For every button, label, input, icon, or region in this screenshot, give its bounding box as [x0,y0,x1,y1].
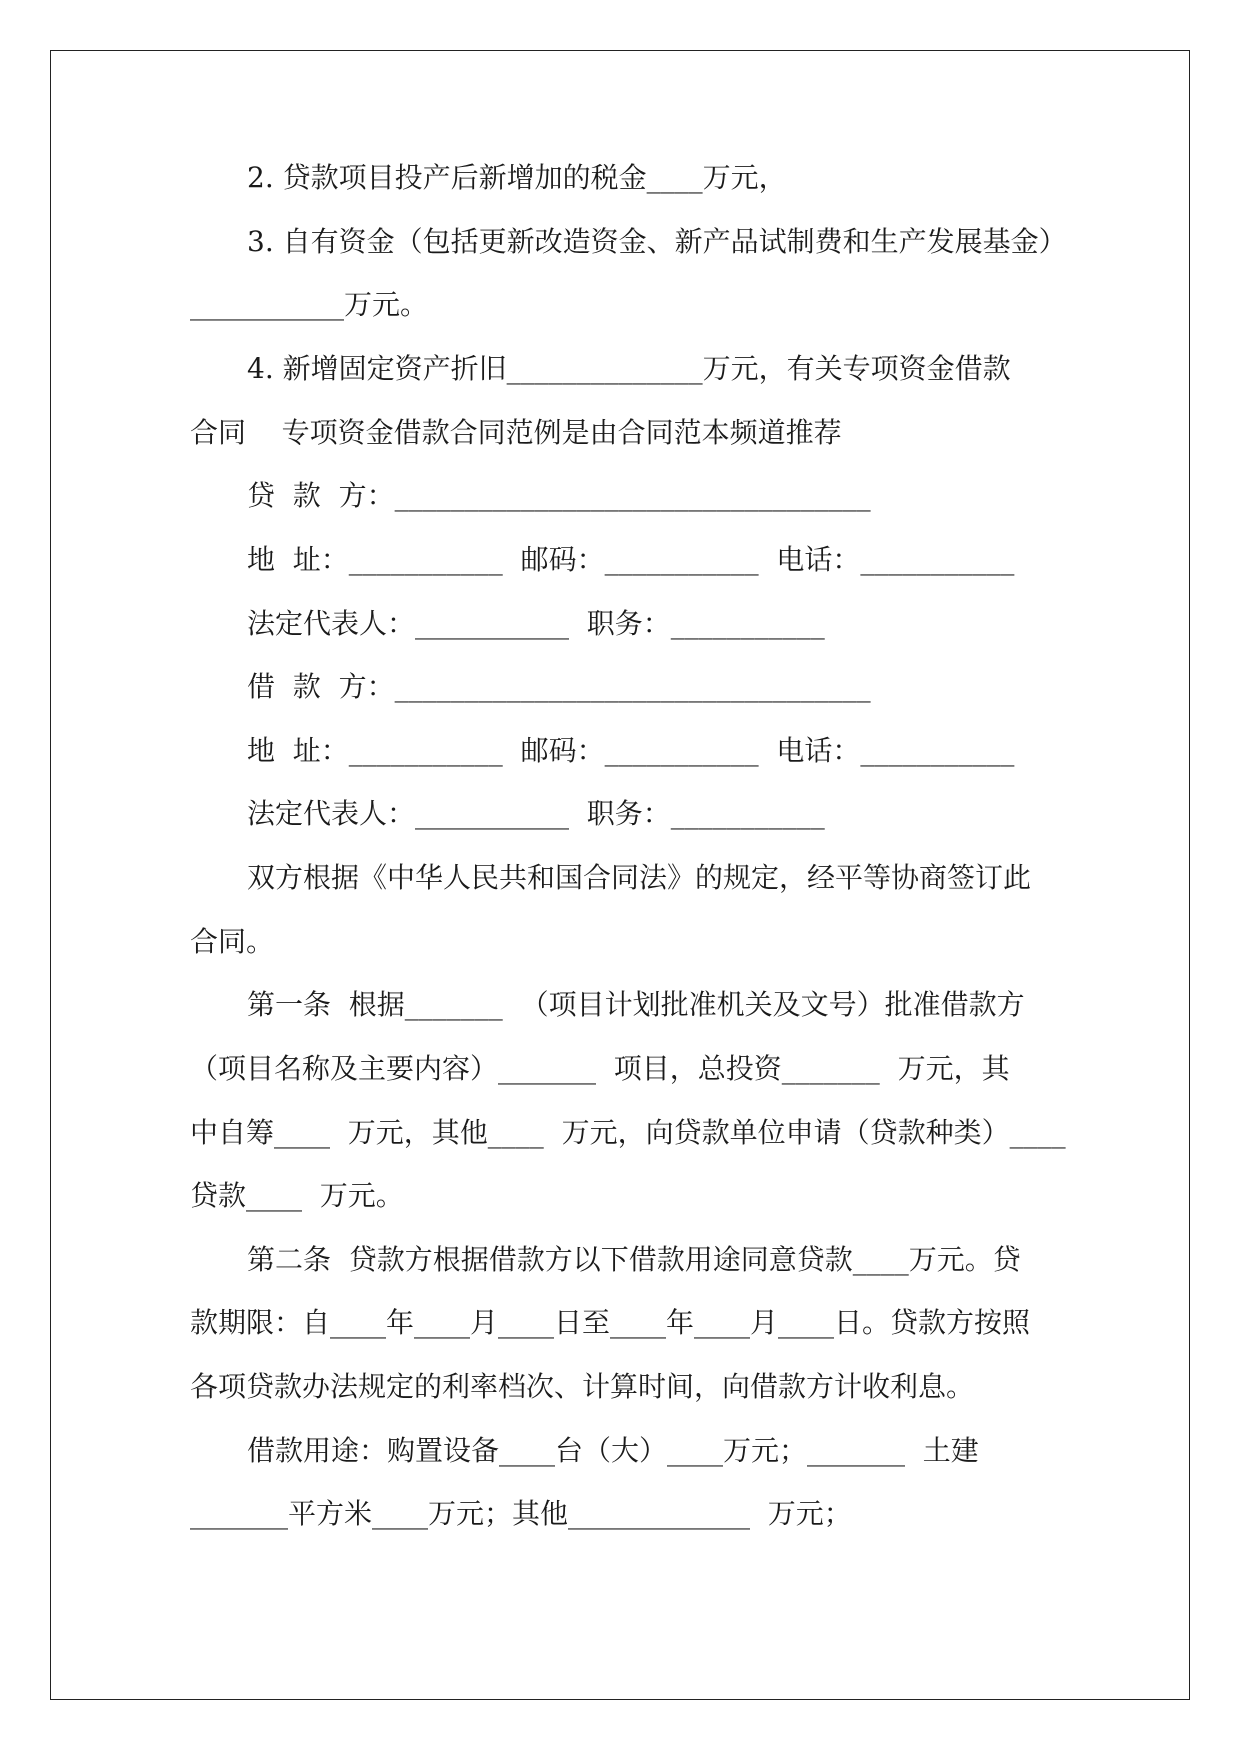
text-line: 3. 自有资金（包括更新改造资金、新产品试制费和生产发展基金） [247,225,1067,258]
borrower-representative-line: 法定代表人：___________ 职务：___________ [247,797,825,830]
borrower-address-line: 地 址：___________ 邮码：___________ 电话：___________ [247,734,1015,767]
lender-address-line: 地 址：___________ 邮码：___________ 电话：___________ [247,543,1015,576]
text-line: 双方根据《中华人民共和国合同法》的规定，经平等协商签订此 [247,861,1032,894]
lender-representative-line: 法定代表人：___________ 职务：___________ [247,607,825,640]
text-line: ___________万元。 [190,288,429,321]
borrower-name-line: 借 款 方：__________________________________ [247,670,871,703]
lender-name-line: 贷 款 方：__________________________________ [247,479,871,512]
text-line: 中自筹____ 万元，其他____ 万元，向贷款单位申请（贷款种类）____ [190,1116,1066,1149]
text-line: _______平方米____万元；其他_____________ 万元； [190,1497,852,1530]
text-line: 2. 贷款项目投产后新增加的税金____万元， [247,161,787,194]
text-line: （项目名称及主要内容）_______ 项目，总投资_______ 万元，其 [190,1052,1010,1085]
text-line: 各项贷款办法规定的利率档次、计算时间，向借款方计收利息。 [190,1370,975,1403]
text-line: 合同 专项资金借款合同范例是由合同范本频道推荐 [190,416,842,449]
article-one-line: 第一条 根据_______ （项目计划批准机关及文号）批准借款方 [247,988,1025,1021]
loan-purpose-line: 借款用途：购置设备____台（大）____万元；_______ 土建 [247,1434,979,1467]
text-line: 4. 新增固定资产折旧______________万元，有关专项资金借款 [247,352,1011,385]
article-two-line: 第二条 贷款方根据借款方以下借款用途同意贷款____万元。贷 [247,1243,1021,1276]
text-line: 款期限：自____年____月____日至____年____月____日。贷款方按照 [190,1306,1031,1339]
text-line: 合同。 [190,925,275,958]
text-line: 贷款____ 万元。 [190,1179,404,1212]
